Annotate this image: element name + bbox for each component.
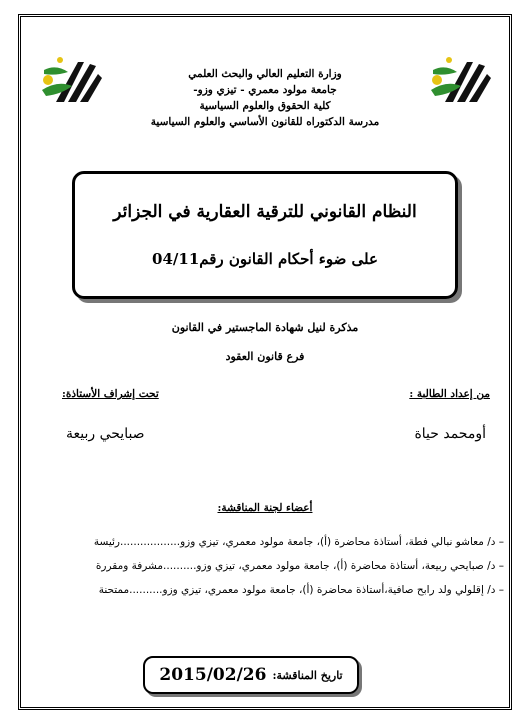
doctoral-school-line: مدرسة الدكتوراه للقانون الأساسي والعلوم السياسية (150, 116, 380, 128)
committee-heading (0, 502, 530, 514)
defense-date-box (143, 656, 359, 694)
logo-bars (445, 62, 491, 102)
committee-heading-text: أعضاء لجنة المناقشة: (217, 502, 313, 514)
thesis-title-box (72, 171, 458, 299)
specialty-branch: فرع قانون العقود (225, 350, 305, 363)
supervisor-label: تحت إشراف الأستاذة: (62, 388, 159, 400)
defense-date-label: تاريخ المناقشة: (272, 668, 343, 682)
institution-header (80, 66, 450, 130)
university-line: جامعة مولود معمري - تيزي وزو- (193, 84, 337, 96)
faculty-line: كلية الحقوق والعلوم السياسية (199, 100, 331, 112)
thesis-type: مذكرة لنيل شهادة الماجستير في القانون (171, 321, 359, 334)
supervisor-name: صبايحي ربيعة (66, 426, 145, 442)
defense-date: 2015/02/26 (159, 665, 267, 685)
committee-member: – د/ إقلولي ولد رابح صافية،أستاذة محاضرة (أ)، جامعة مولود معمري، تيزي وزو..........ممتحنة (98, 584, 504, 596)
committee-member: – د/ صبايحي ربيعة، أستاذة محاضرة (أ)، جامعة مولود معمري، تيزي وزو..........مشرفة ومقررة (95, 560, 504, 572)
thesis-subtitle: على ضوء أحكام القانون رقم04/11 (152, 250, 378, 268)
student-name: أومحمد حياة (414, 426, 486, 442)
student-label: من إعداد الطالبة : (409, 388, 490, 400)
thesis-title: النظام القانوني للترقية العقارية في الجزائر (113, 202, 417, 222)
committee-member: – د/ معاشو نبالي فطة، أستاذة محاضرة (أ)، جامعة مولود معمري، تيزي وزو..................رئيسة (93, 536, 504, 548)
ministry-line: وزارة التعليم العالي والبحث العلمي (188, 68, 342, 80)
